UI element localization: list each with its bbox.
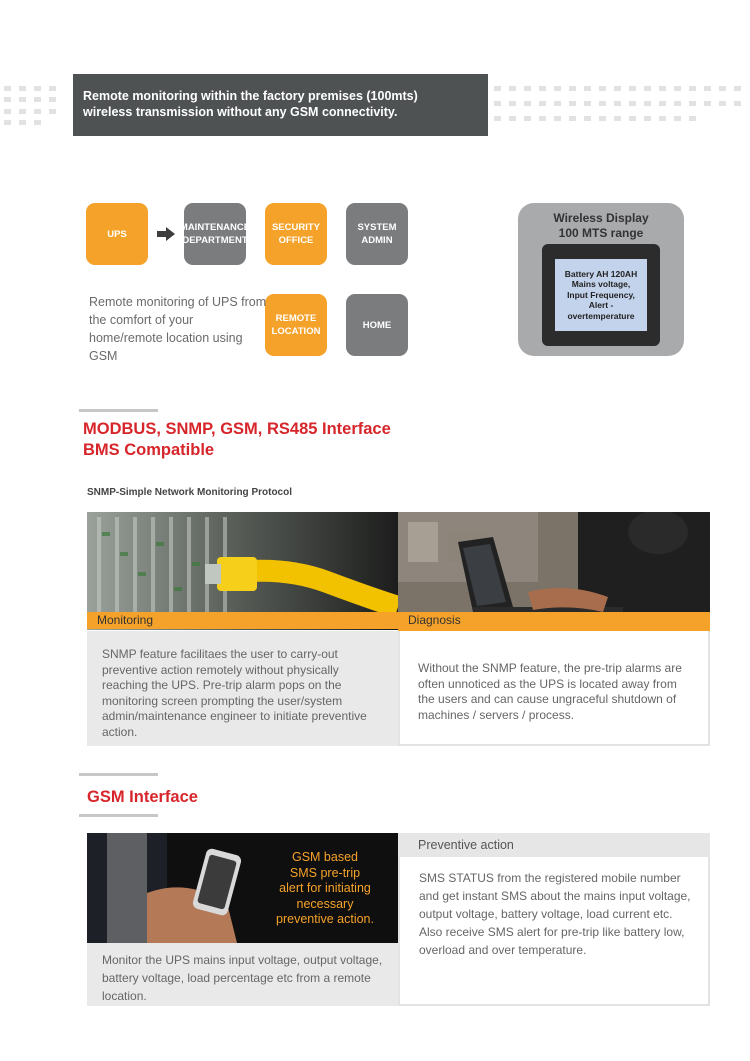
home-box: HOME <box>346 294 408 356</box>
banner-line-1: Remote monitoring within the factory premises (100mts) <box>83 89 418 103</box>
wireless-display-title-line-2: 100 MTS range <box>558 226 644 240</box>
snmp-subheading: SNMP-Simple Network Monitoring Protocol <box>87 487 293 498</box>
system-admin-box: SYSTEM ADMIN <box>346 203 408 265</box>
diagnosis-description: Without the SNMP feature, the pre-trip alarms are often unnoticed as the UPS is located away from the users and can cause ungraceful shutdown of machines / servers / process. <box>398 631 710 746</box>
top-banner <box>73 74 488 136</box>
section-rule-gsm-bottom <box>79 814 158 817</box>
gsm-photo-caption: GSM based SMS pre-trip alert for initiating necessary preventive action. <box>276 850 374 926</box>
gsm-left-description: Monitor the UPS mains input voltage, output voltage, battery voltage, load percentage etc from a remote location. <box>87 943 398 1006</box>
wireless-display-screen <box>555 259 647 331</box>
arrow-right-icon <box>157 227 175 241</box>
preventive-action-description: SMS STATUS from the registered mobile number and get instant SMS about the mains input voltage, output voltage, battery voltage, load current etc. Also receive SMS alert for pre-trip like battery low, overload and over temperature. <box>398 857 710 1006</box>
wireless-display-title <box>518 211 684 241</box>
gsm-heading: GSM Interface <box>87 788 198 806</box>
section-rule-modbus <box>79 409 158 412</box>
remote-monitoring-text: Remote monitoring of UPS from the comfort of your home/remote location using GSM <box>89 295 267 363</box>
ups-box: UPS <box>86 203 148 265</box>
monitoring-label: Monitoring <box>87 612 398 629</box>
security-office-box: SECURITY OFFICE <box>265 203 327 265</box>
preventive-action-header: Preventive action <box>398 833 710 857</box>
modbus-heading <box>83 419 391 461</box>
decorative-dots-right <box>494 86 750 126</box>
section-rule-gsm-top <box>79 773 158 776</box>
decorative-dots-left <box>4 86 72 126</box>
maintenance-department-box: MAINTENANCE DEPARTMENT <box>184 203 246 265</box>
modbus-heading-line-2: BMS Compatible <box>83 441 215 459</box>
diagnosis-label: Diagnosis <box>398 612 710 629</box>
remote-location-box: REMOTE LOCATION <box>265 294 327 356</box>
wireless-display-screen-text: Battery AH 120AH Mains voltage, Input Frequency, Alert - overtemperature <box>564 268 638 321</box>
banner-line-2: wireless transmission without any GSM connectivity. <box>83 105 398 119</box>
modbus-heading-line-1: MODBUS, SNMP, GSM, RS485 Interface <box>83 420 391 438</box>
monitoring-description: SNMP feature facilitaes the user to carry-out preventive action remotely without physically reaching the UPS. Pre-trip alarm pops on the monitoring screen prompting the user/system admin/maintenance engineer to initiate preventive action. <box>87 631 398 746</box>
wireless-display-title-line-1: Wireless Display <box>553 211 649 225</box>
